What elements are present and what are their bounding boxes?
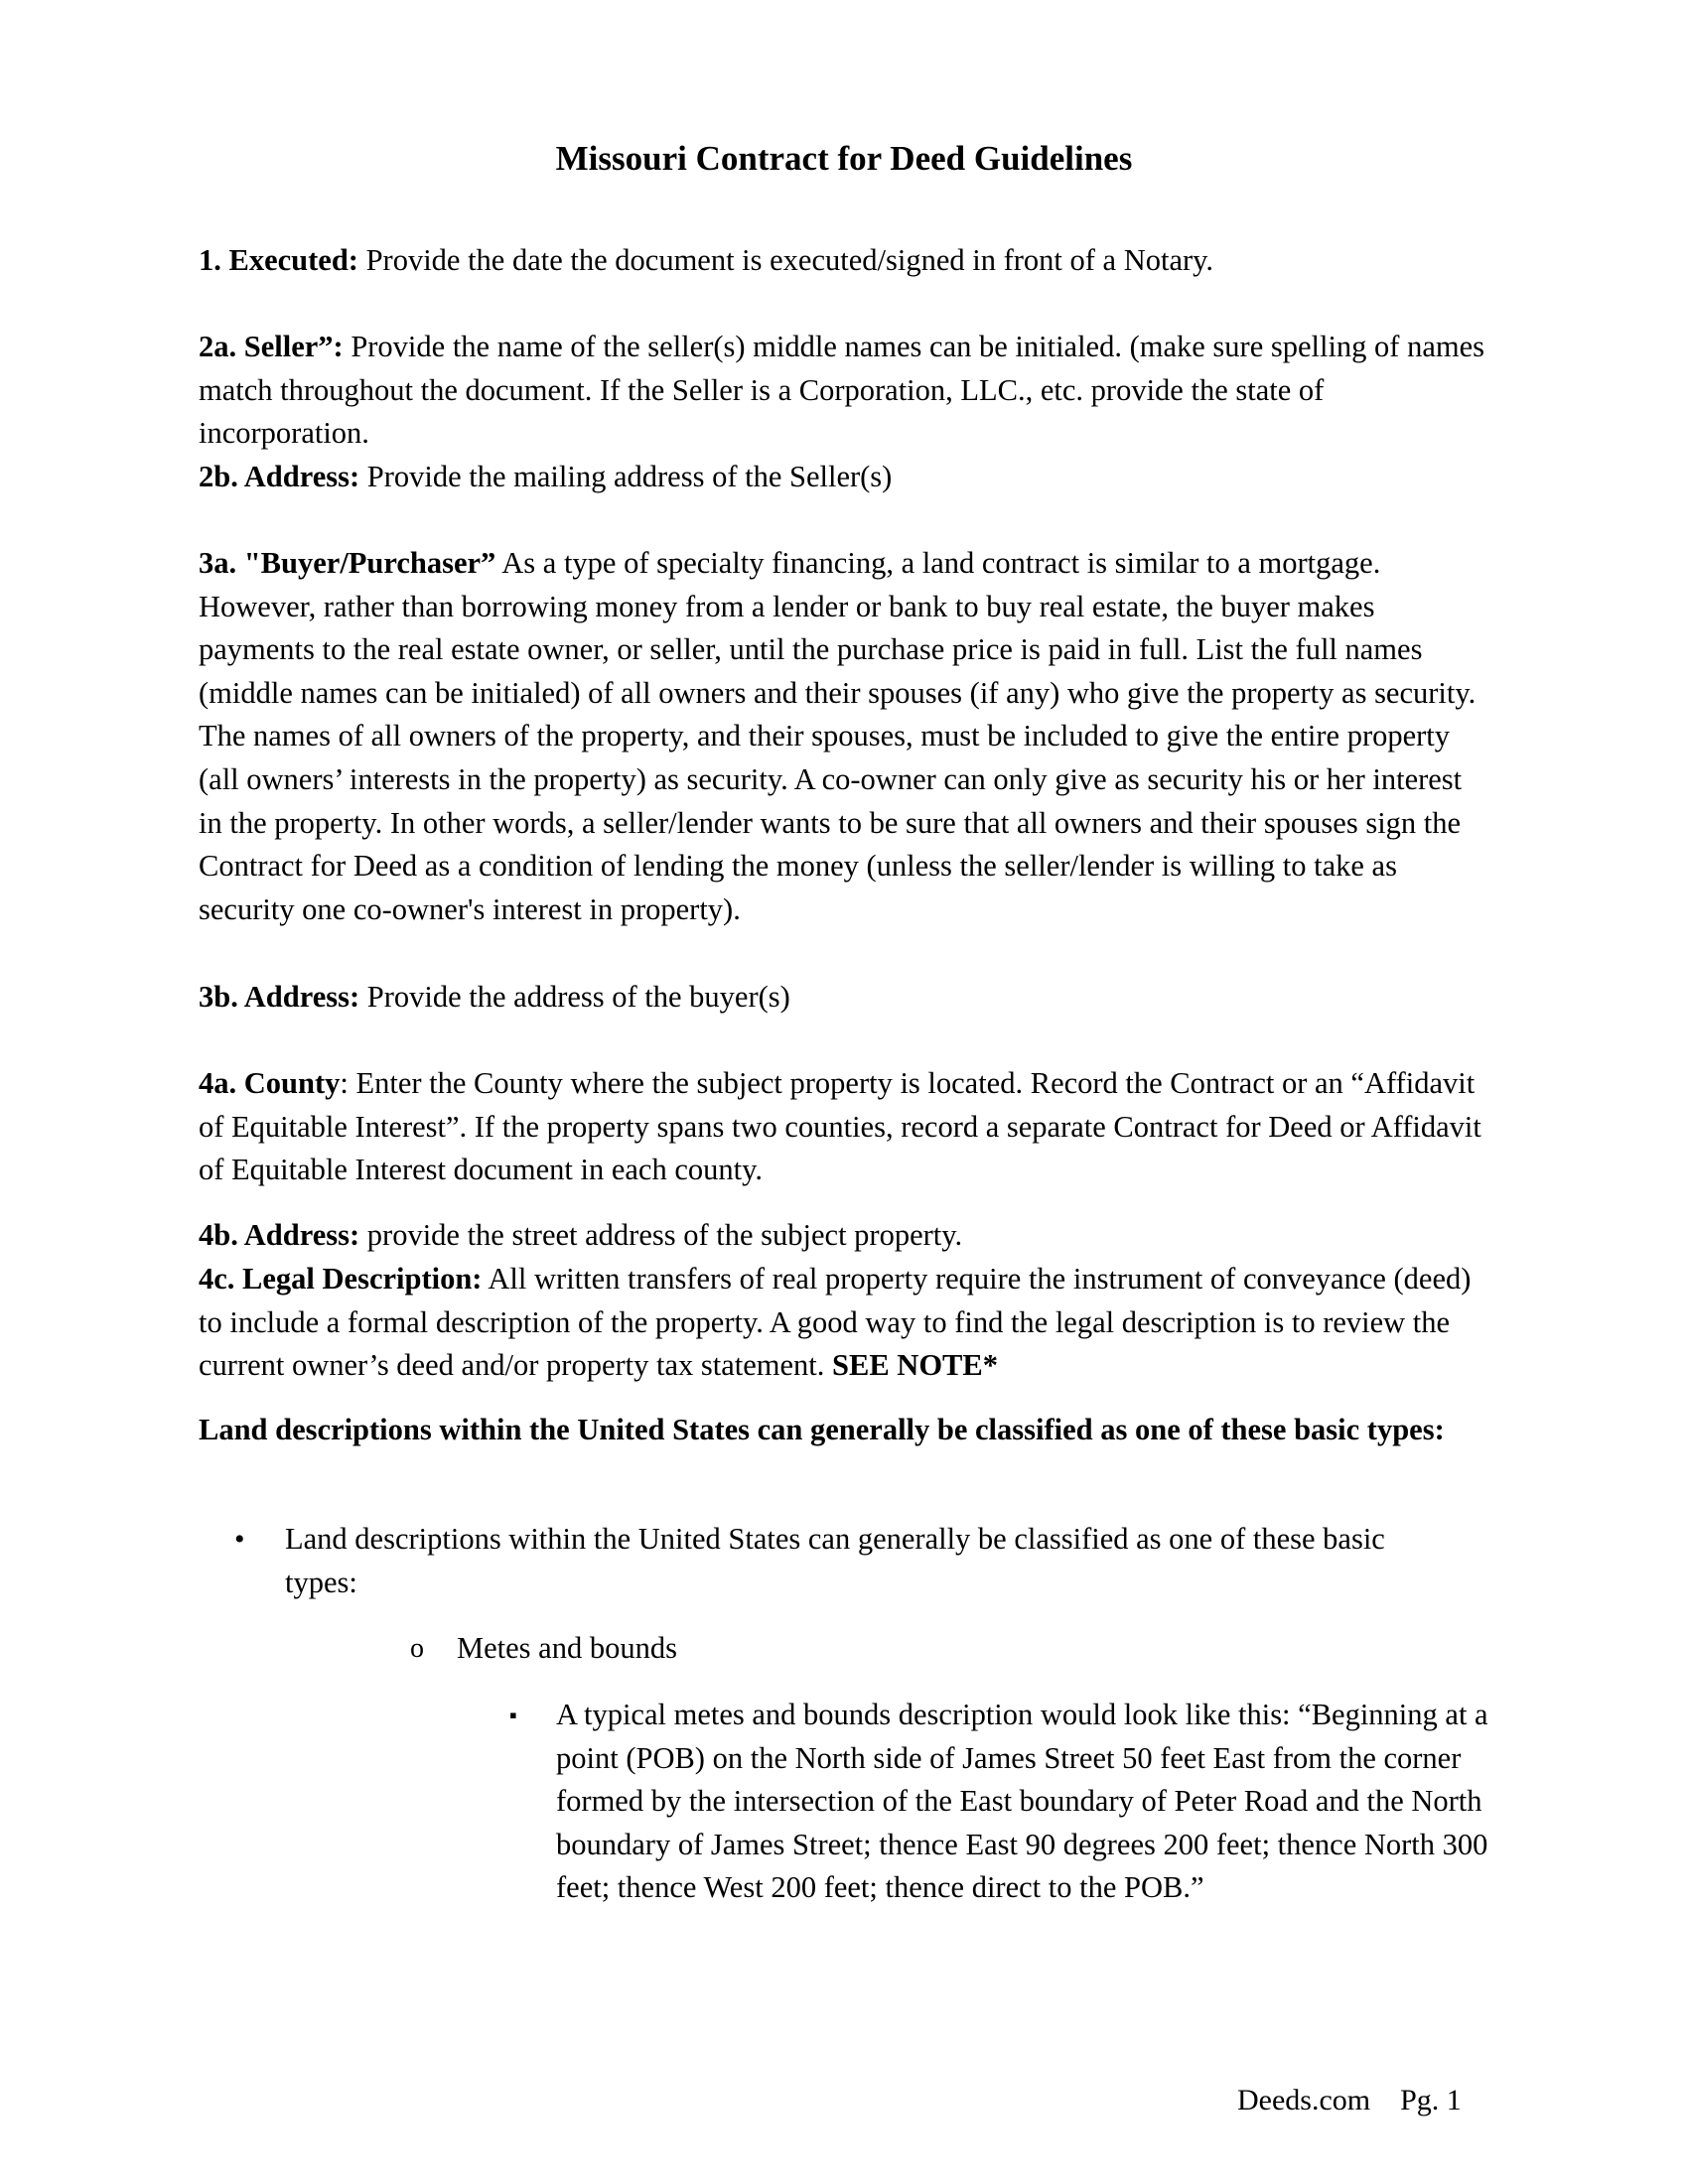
section-2b-address [199,456,1489,499]
section-4a-label: 4a. County [199,1066,341,1100]
bullet-dot-icon: • [234,1523,245,1556]
section-1-executed [199,239,1489,283]
section-3b-label: 3b. Address: [199,980,360,1014]
footer-page-number: Pg. 1 [1400,2084,1462,2116]
section-2b-label: 2b. Address: [199,460,360,493]
section-2a-label: 2a. Seller”: [199,330,344,363]
page-title: Missouri Contract for Deed Guidelines [555,139,1133,178]
bullet-circle-icon: o [410,1633,424,1664]
see-note: SEE NOTE* [832,1348,998,1383]
section-2a-seller [199,326,1489,456]
section-3a-buyer [199,542,1489,931]
section-2a-text: Provide the name of the seller(s) middle names can be initialed. (make sure spelling of names match throughout the document. If the Seller is a Corporation, LLC., etc. provide the state of incorporation. [199,330,1485,451]
section-4b-address [199,1214,1489,1258]
section-3b-text: Provide the address of the buyer(s) [359,980,790,1014]
list-item-metes-example: A typical metes and bounds description would look like this: “Beginning at a point (POB) on the North side of James Street 50 feet East from the corner formed by the intersection of the East boundary of Peter Road and the North boundary of James Street; thence East 90 degrees 200 feet; thence North 300 feet; thence West 200 feet; thence direct to the POB.” [556,1698,1488,1905]
list-item-metes-and-bounds: Metes and bounds [457,1631,677,1665]
section-3a-text: As a type of specialty financing, a land contract is similar to a mortgage. However, rather than borrowing money from a lender or bank to buy real estate, the buyer makes payments to the real estate owner, or seller, until the purchase price is paid in full. List the full names (middle names can be initialed) of all owners and their spouses (if any) who give the property as security. The names of all owners of the property, and their spouses, must be included to give the entire property (all owners’ interests in the property) as security. A co-owner can only give as security his or her interest in the property. In other words, a seller/lender wants to be sure that all owners and their spouses sign the Contract for Deed as a condition of lending the money (unless the seller/lender is willing to take as security one co-owner's interest in property). [199,546,1477,926]
section-1-label: 1. Executed: [199,243,358,277]
footer-site: Deeds.com [1237,2084,1371,2116]
section-4c-label: 4c. Legal Description: [199,1262,483,1296]
section-3a-label: 3a. "Buyer/Purchaser” [199,546,496,580]
section-4b-text: provide the street address of the subject property. [359,1218,963,1252]
page-footer [1237,2081,1462,2120]
land-descriptions-heading: Land descriptions within the United States can generally be classified as one of these basic types: [199,1413,1445,1446]
section-3b-address [199,976,1489,1020]
section-4a-text: : Enter the County where the subject property is located. Record the Contract or an “Affidavit of Equitable Interest”. If the property spans two counties, record a separate Contract for Deed or Affidavit of Equitable Interest document in each county. [199,1066,1481,1187]
list-item-basic-types: Land descriptions within the United States can generally be classified as one of these basic types: [285,1522,1385,1599]
section-4c-legal-description [199,1258,1489,1388]
section-4a-county [199,1062,1489,1192]
section-4c-text: All written transfers of real property require the instrument of conveyance (deed) to include a formal description of the property. A good way to find the legal description is to review the current owner’s deed and/or property tax statement. [199,1262,1472,1383]
section-1-text: Provide the date the document is executed/signed in front of a Notary. [357,243,1214,277]
bullet-square-icon: ▪ [509,1703,517,1727]
section-2b-text: Provide the mailing address of the Seller(s) [359,460,893,493]
section-4b-label: 4b. Address: [199,1218,360,1252]
